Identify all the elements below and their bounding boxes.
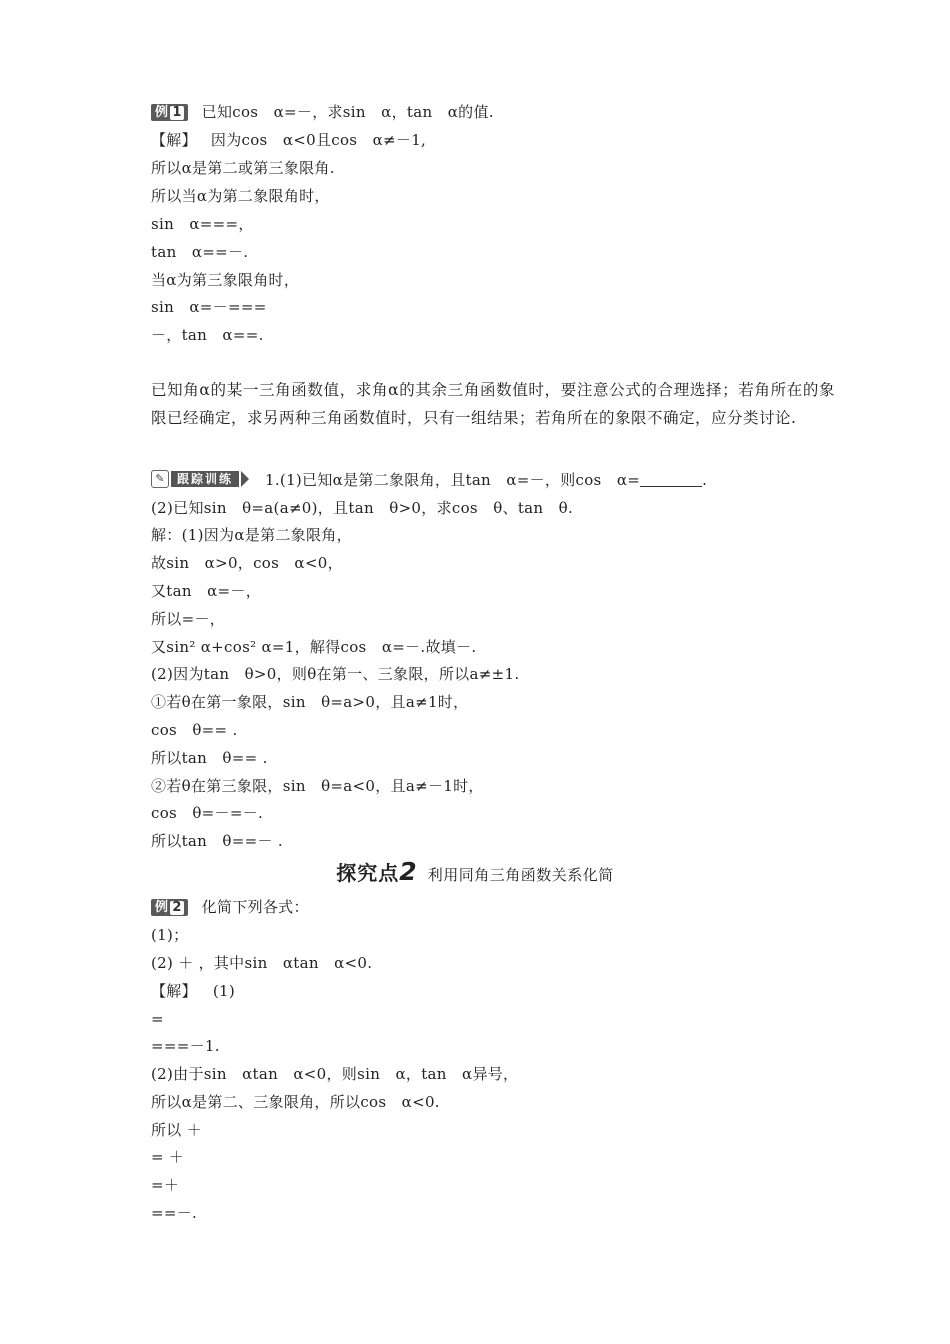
training-line-7: cos θ== . — [151, 721, 238, 739]
example2-solution-line — [151, 981, 235, 1001]
example2-badge: 例 2 — [151, 899, 188, 916]
training-line-4: 又sin² α+cos² α=1，解得cos α=－.故填－. — [151, 638, 477, 656]
training-line-5: (2)因为tan θ>0，则θ在第一、三象限，所以a≠±1. — [151, 665, 520, 683]
example1-line-2: 所以当α为第二象限角时， — [151, 187, 330, 205]
summary-paragraph: 已知角α的某一三角函数值，求角α的其余三角函数值时，要注意公式的合理选择；若角所在的象限已经确定，求另两种三角函数值时，只有一组结果；若角所在的象限不确定，应分类讨论. — [151, 381, 835, 427]
example1-line-0: 因为cos α<0且cos α≠－1, — [210, 131, 427, 149]
example1-line-4: tan α==－. — [151, 243, 249, 261]
section-heading — [0, 858, 950, 889]
example2-line-6: 所以 ＋ — [151, 1121, 202, 1139]
example2-question-line — [151, 897, 309, 917]
example2-line-8: =＋ — [151, 1176, 180, 1194]
training-line-8: 所以tan θ== . — [151, 749, 268, 767]
example1-line-7: －，tan α==. — [151, 326, 264, 344]
training-line-2: 又tan α=－， — [151, 582, 262, 600]
example2-solution-first: (1) — [212, 982, 236, 1000]
example1-badge: 例 1 — [151, 104, 188, 121]
example2-line-5: 所以α是第二、三象限角，所以cos α<0. — [151, 1093, 440, 1111]
example2-line-1: (2) ＋ ，其中sin αtan α<0. — [151, 954, 373, 972]
training-line-1: 故sin α>0，cos α<0， — [151, 554, 343, 572]
example2-line-4: (2)由于sin αtan α<0，则sin α，tan α异号， — [151, 1065, 519, 1083]
arrow-icon — [241, 471, 249, 487]
training-line-3: 所以=－， — [151, 610, 226, 628]
training-line-0: 解：(1)因为α是第二象限角， — [151, 526, 352, 544]
answer-blank[interactable] — [640, 472, 702, 487]
example1-line-5: 当α为第三象限角时， — [151, 271, 300, 289]
training-line-11: 所以tan θ==－ . — [151, 832, 283, 850]
training-line-6: ①若θ在第一象限，sin θ=a>0，且a≠1时， — [151, 693, 469, 711]
example2-line-9: ==－. — [151, 1204, 198, 1222]
pencil-icon: ✎ — [151, 470, 169, 488]
example2-solution-label: 【解】 — [151, 982, 197, 1000]
training-q1-line — [151, 470, 707, 490]
example1-line-3: sin α===， — [151, 215, 254, 233]
example2-line-3: ===－1. — [151, 1037, 220, 1055]
example2-line-2: = — [151, 1010, 164, 1028]
section-title: 探究点2 — [336, 857, 418, 886]
example1-solution-line — [151, 130, 426, 150]
example2-line-7: = ＋ — [151, 1148, 185, 1166]
training-label: 跟踪训练 — [171, 471, 239, 487]
training-q1: 1.(1)已知α是第二象限角，且tan α=－，则cos α= — [265, 471, 641, 489]
training-q1-end: . — [702, 471, 708, 489]
training-badge — [151, 470, 251, 488]
training-line-9: ②若θ在第三象限，sin θ=a<0，且a≠－1时， — [151, 777, 484, 795]
example1-question-line — [151, 102, 494, 122]
example1-question: 已知cos α=－，求sin α，tan α的值. — [201, 103, 494, 121]
example1-line-6: sin α=－=== — [151, 298, 267, 316]
example2-line-0: (1)； — [151, 926, 189, 944]
example2-question: 化简下列各式： — [201, 898, 309, 916]
example1-line-1: 所以α是第二或第三象限角. — [151, 159, 335, 177]
example1-solution-label: 【解】 — [151, 131, 197, 149]
training-q2: (2)已知sin θ=a(a≠0)，且tan θ>0，求cos θ、tan θ. — [151, 499, 574, 517]
training-line-10: cos θ=－=－. — [151, 804, 264, 822]
section-subtitle: 利用同角三角函数关系化简 — [427, 866, 614, 884]
